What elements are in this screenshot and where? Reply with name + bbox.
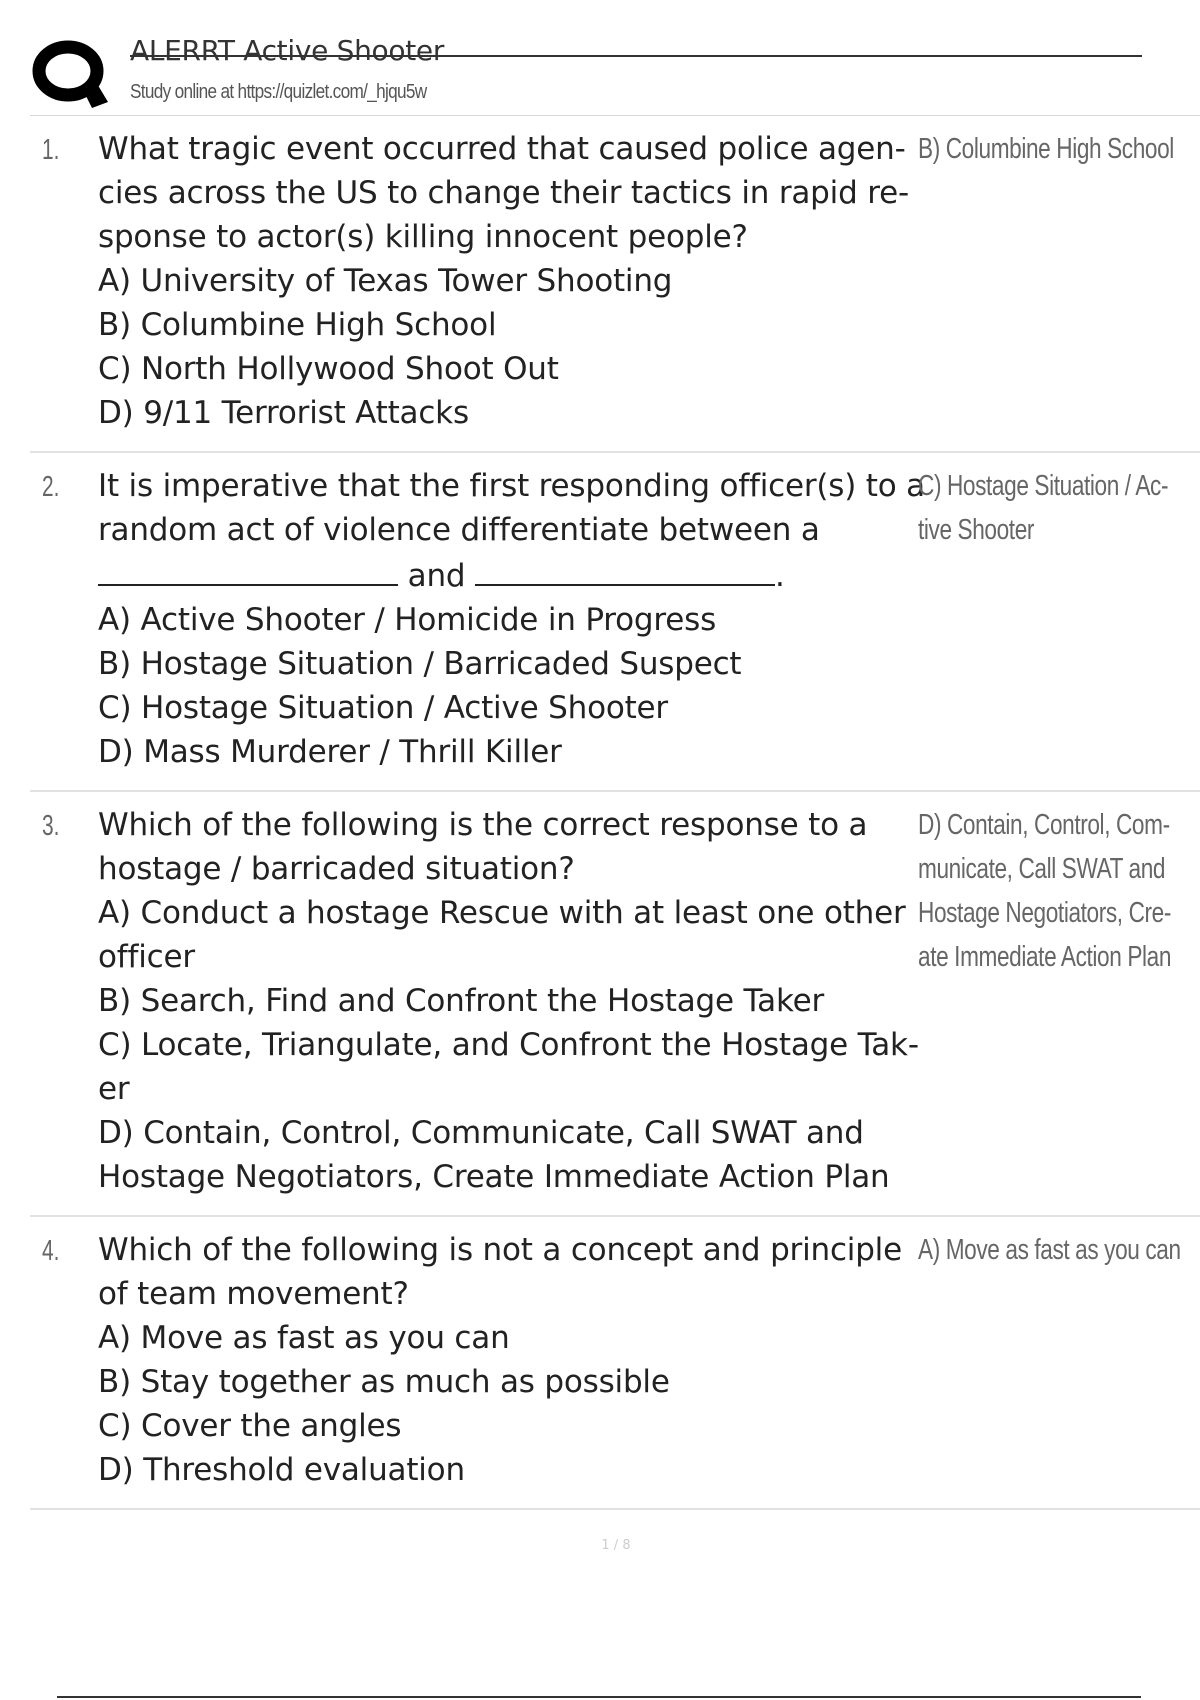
answer-option: A) University of Texas Tower Shooting [98, 263, 673, 299]
correct-answer: C) Hostage Situation / Ac- tive Shooter [918, 470, 1169, 546]
answer-option: A) Move as fast as you can [98, 1320, 510, 1356]
fill-in-blank-line [98, 552, 398, 586]
question-text: Which of the following is the correct response to a hostage / barricaded situation? [98, 807, 868, 887]
answer-option: A) Conduct a hostage Rescue with at least one other officer [98, 895, 906, 975]
blank-end-text: . [775, 558, 785, 594]
question-block [30, 1217, 1200, 1510]
document-header [0, 0, 1200, 118]
answer-option: C) Locate, Triangulate, and Confront the Hostage Tak- er [98, 1027, 919, 1107]
document-title: ALERRT Active Shooter [130, 34, 445, 67]
answer-option: C) Cover the angles [98, 1408, 402, 1444]
answer-option: C) Hostage Situation / Active Shooter [98, 690, 668, 726]
question-block [30, 116, 1200, 453]
question-body [98, 464, 938, 774]
question-body [98, 127, 938, 435]
correct-answer: D) Contain, Control, Com- municate, Call SWAT and Hostage Negotiators, Cre- ate Immediate Action Plan [918, 809, 1172, 973]
page-number: 1 / 8 [601, 1538, 631, 1553]
correct-answer: A) Move as fast as you can [918, 1234, 1181, 1266]
question-block [30, 792, 1200, 1217]
question-number: 3. [42, 810, 60, 842]
footer-rule [57, 1696, 1141, 1698]
correct-answer: B) Columbine High School [918, 133, 1174, 165]
question-text: What tragic event occurred that caused police agen- cies across the US to change their tactics in rapid re- sponse to actor(s) killing innocent people? [98, 131, 909, 255]
study-link[interactable]: Study online at https://quizlet.com/_hjqu5w [130, 81, 427, 103]
answer-option: D) Contain, Control, Communicate, Call SWAT and Hostage Negotiators, Create Immediate Action Plan [98, 1115, 890, 1195]
question-block [30, 453, 1200, 792]
question-text: Which of the following is not a concept and principle of team movement? [98, 1232, 902, 1312]
question-list [30, 116, 1200, 1510]
question-number: 4. [42, 1235, 60, 1267]
quizlet-q-logo-icon [30, 34, 110, 114]
title-rule [130, 55, 1142, 57]
answer-option: D) Mass Murderer / Thrill Killer [98, 734, 562, 770]
question-number: 1. [42, 134, 60, 166]
answer-option: B) Stay together as much as possible [98, 1364, 670, 1400]
question-text [98, 464, 938, 598]
answer-option: B) Hostage Situation / Barricaded Suspect [98, 646, 742, 682]
question-body [98, 803, 938, 1199]
answer-option: A) Active Shooter / Homicide in Progress [98, 602, 717, 638]
fill-in-blank-line [475, 552, 775, 586]
blank-connector-text: and [407, 558, 466, 594]
question-body [98, 1228, 938, 1492]
answer-option: B) Columbine High School [98, 307, 497, 343]
question-text-lead: It is imperative that the first responding officer(s) to a random act of violence differentiate between a [98, 468, 925, 548]
question-number: 2. [42, 471, 60, 503]
answer-option: D) Threshold evaluation [98, 1452, 465, 1488]
answer-option: D) 9/11 Terrorist Attacks [98, 395, 469, 431]
answer-option: C) North Hollywood Shoot Out [98, 351, 559, 387]
answer-option: B) Search, Find and Confront the Hostage Taker [98, 983, 825, 1019]
